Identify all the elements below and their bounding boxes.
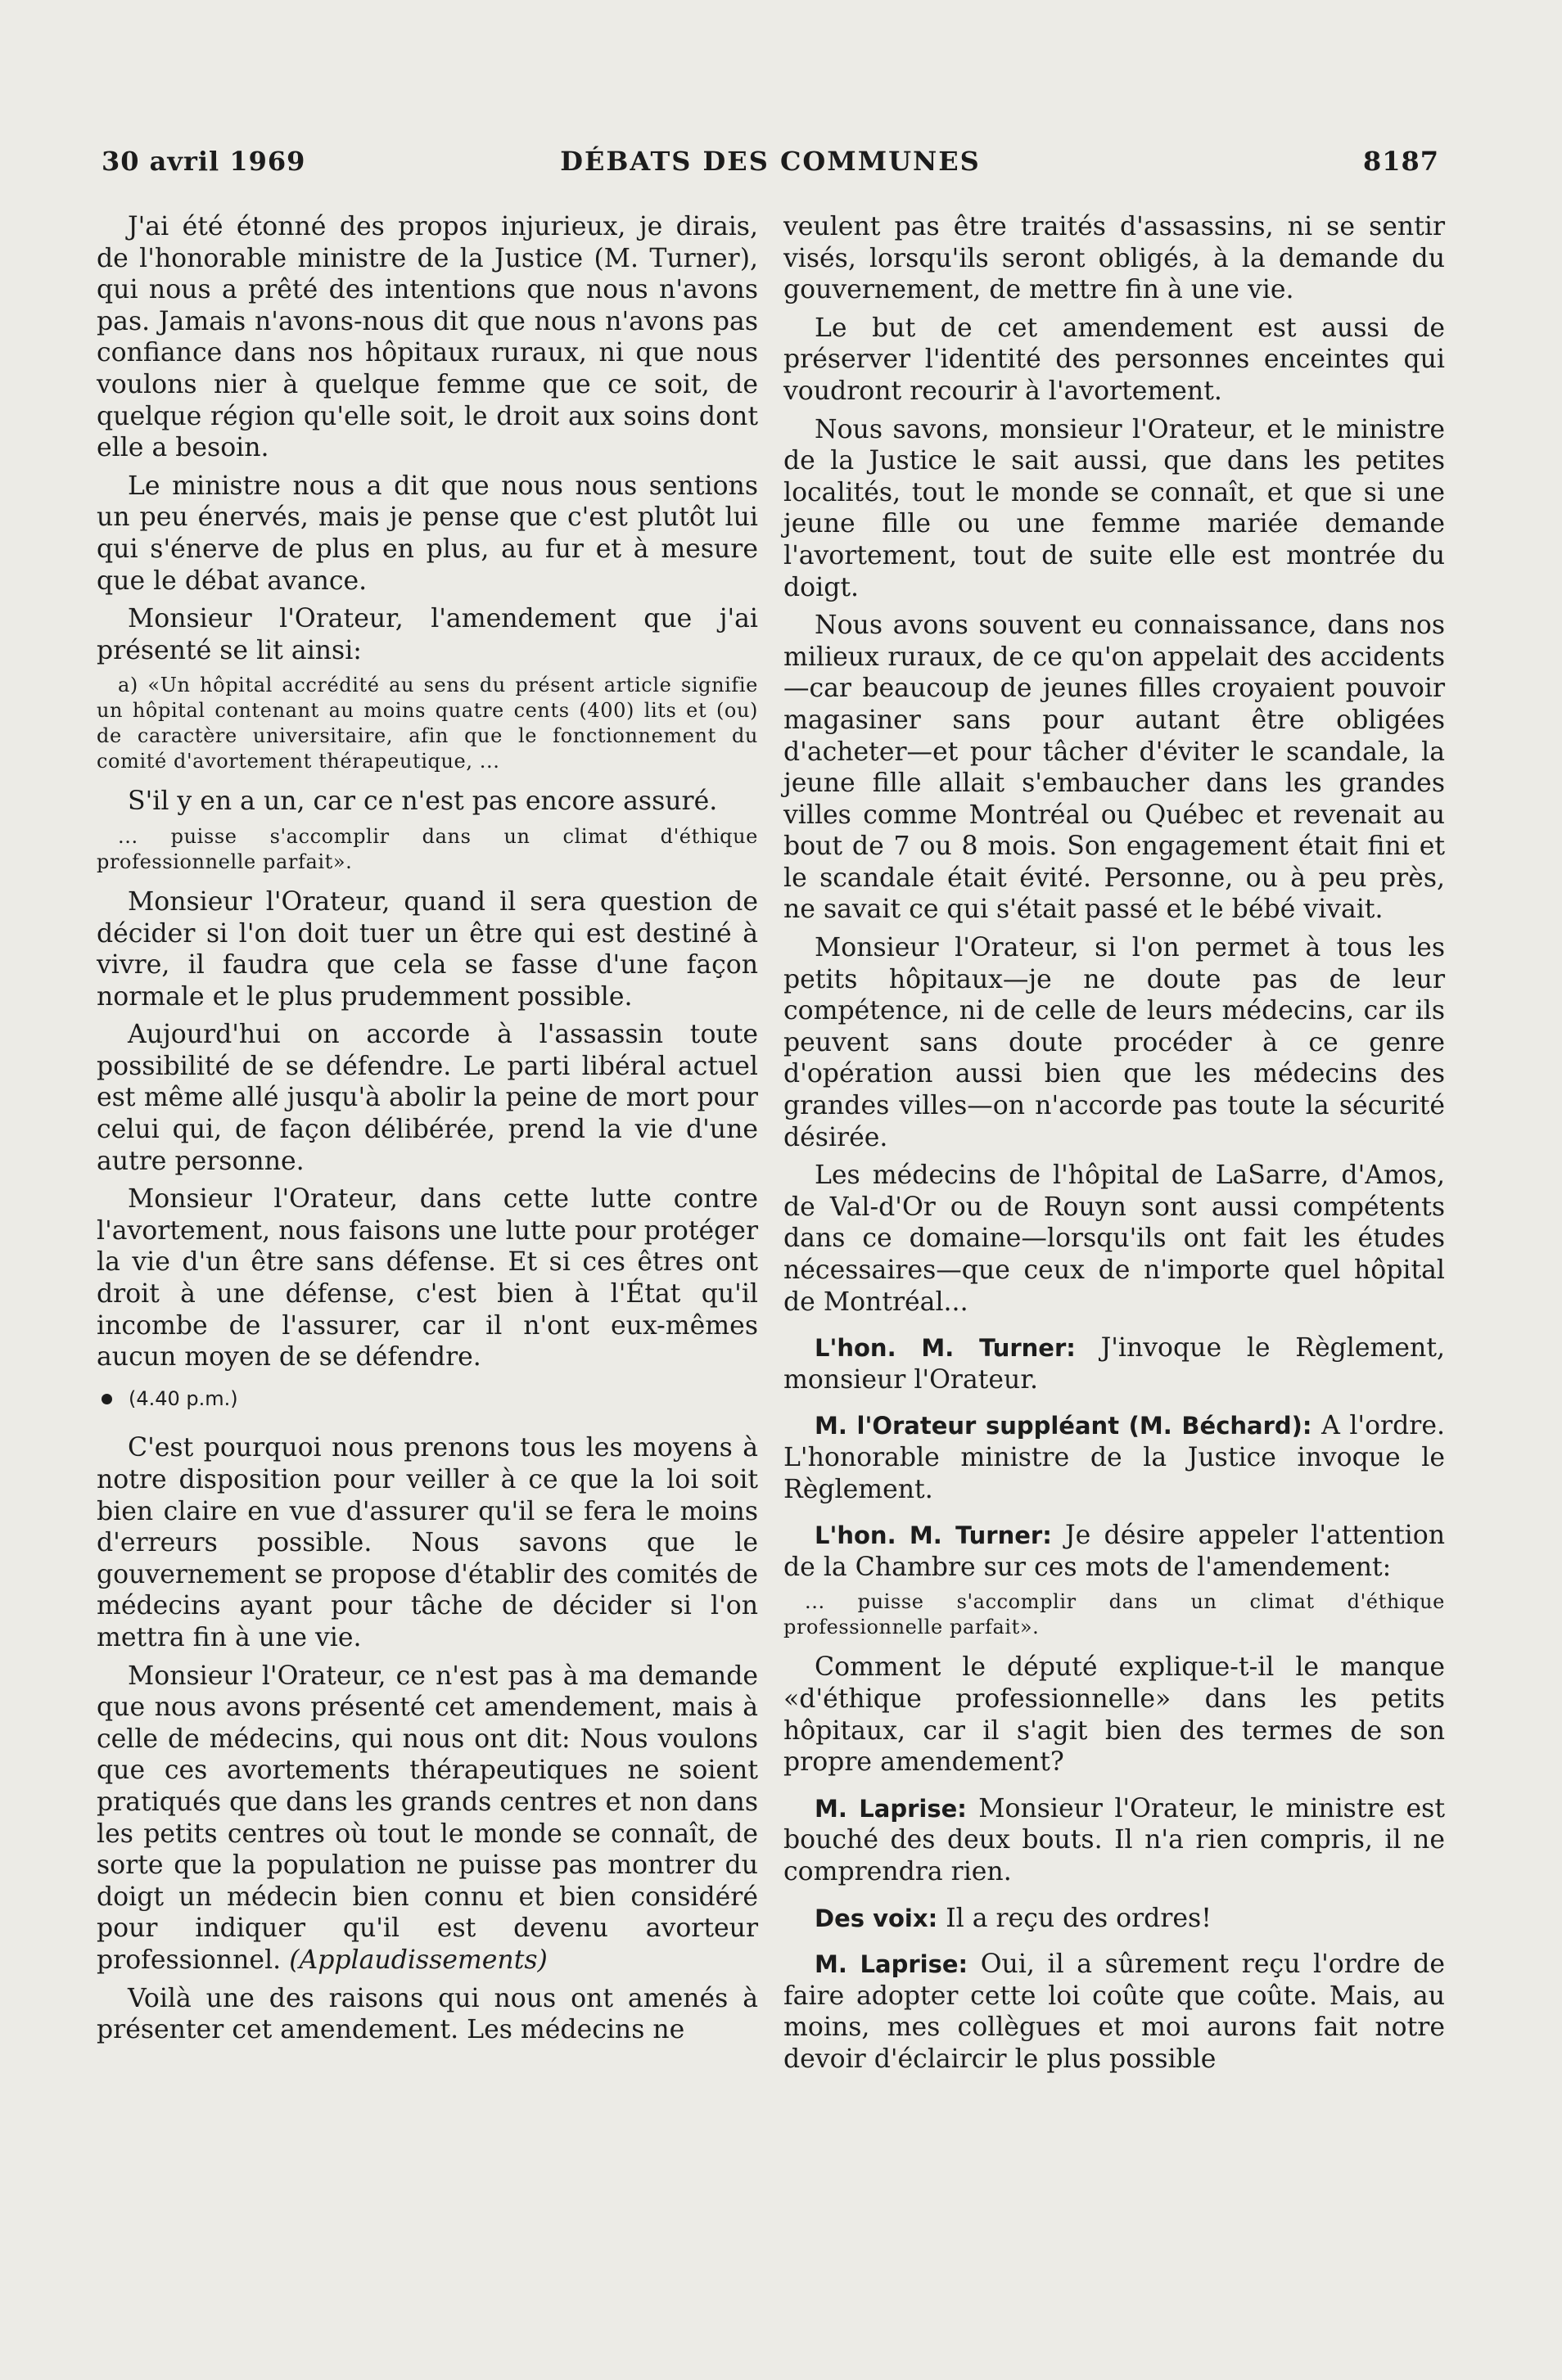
paragraph: Monsieur l'Orateur, si l'on permet à tous les petits hôpitaux—je ne doute pas de leur compétence, ni de celle de leurs médecins, car ils peuvent sans doute procéder à ce genre d'opération aussi bien que les médecins des grandes villes—on n'accorde pas toute la sécurité désirée. <box>783 933 1445 1152</box>
page-header <box>102 146 1439 187</box>
speaker-turn <box>783 1949 1445 2075</box>
speaker-text: J'invoque le Règlement, monsieur l'Orateur. <box>783 1333 1445 1395</box>
paragraph: Monsieur l'Orateur, dans cette lutte contre l'avortement, nous faisons une lutte pour protéger la vie d'un être sans défense. Et si ces êtres ont droit à une défense, c'est bien à l'État qu'il incombe de l'assurer, car il n'ont eux-mêmes aucun moyen de se défendre. <box>97 1184 758 1373</box>
paragraph: C'est pourquoi nous prenons tous les moyens à notre disposition pour veiller à ce que la loi soit bien claire en vue d'assurer qu'il se fera le moins d'erreurs possible. Nous savons que le gouvernement se propose d'établir des comités de médecins ayant pour tâche de décider si l'on mettra fin à une vie. <box>97 1433 758 1652</box>
speaker-text: Monsieur l'Orateur, le ministre est bouché des deux bouts. Il n'a rien compris, il ne comprendra rien. <box>783 1793 1445 1886</box>
header-date: 30 avril 1969 <box>102 146 306 177</box>
speaker-turn <box>783 1903 1445 1935</box>
bullet-icon <box>102 1394 112 1404</box>
paragraph: Nous avons souvent eu connaissance, dans nos milieux ruraux, de ce qu'on appelait des accidents—car beaucoup de jeunes filles croyaient pouvoir magasiner sans pour autant être obligées d'acheter—et pour tâcher d'éviter le scandale, la jeune fille allait s'embaucher dans les grandes villes comme Montréal ou Québec et revenait au bout de 7 ou 8 mois. Son engagement était fini et le scandale était évité. Personne, ou à peu près, ne savait ce qui s'était passé et le bébé vivait. <box>783 611 1445 925</box>
speaker-name: M. l'Orateur suppléant (M. Béchard): <box>815 1412 1312 1440</box>
applause-note: (Applaudissements) <box>289 1945 548 1975</box>
speaker-name: M. Laprise: <box>815 1794 967 1823</box>
speaker-text: Il a reçu des ordres! <box>946 1903 1212 1933</box>
speaker-turn <box>783 1332 1445 1395</box>
left-column <box>97 211 758 2053</box>
paragraph: J'ai été étonné des propos injurieux, je dirais, de l'honorable ministre de la Justice (M. Turner), qui nous a prêté des intentions que nous n'avons pas. Jamais n'avons-nous dit que nous n'avons pas confiance dans nos hôpitaux ruraux, ni que nous voulons nier à quelque femme que ce soit, de quelque région qu'elle soit, le droit aux soins dont elle a besoin. <box>97 212 758 463</box>
speaker-turn <box>783 1793 1445 1888</box>
speaker-text: Je désire appeler l'attention de la Chambre sur ces mots de l'amendement: <box>783 1521 1445 1582</box>
paragraph: S'il y en a un, car ce n'est pas encore assuré. <box>128 787 718 817</box>
paragraph: Monsieur l'Orateur, quand il sera question de décider si l'on doit tuer un être qui est destiné à vivre, il faudra que cela se fasse d'une façon normale et le plus prudemment possible. <box>97 886 758 1012</box>
header-title: DÉBATS DES COMMUNES <box>560 146 981 177</box>
paragraph-text: Monsieur l'Orateur, ce n'est pas à ma demande que nous avons présenté cet amendement, mais à celle de médecins, qui nous ont dit: Nous voulons que ces avortements thérapeutiques ne soient pratiqués que dans les grands centres et non dans les petits centres où tout le monde se connaît, de sorte que la population ne puisse pas montrer du doigt un médecin bien connu et bien considéré pour indiquer qu'il est devenu avorteur professionnel. <box>97 1661 758 1975</box>
speaker-name: L'hon. M. Turner: <box>815 1334 1076 1363</box>
paragraph: Nous savons, monsieur l'Orateur, et le ministre de la Justice le sait aussi, que dans les petites localités, tout le monde se connaît, et que si une jeune fille ou une femme mariée demande l'avortement, tout de suite elle est montrée du doigt. <box>783 414 1445 602</box>
page-number: 8187 <box>1362 146 1439 177</box>
speaker-turn <box>783 1520 1445 1583</box>
quoted-amendment: ... puisse s'accomplir dans un climat d'éthique professionnelle parfait». <box>783 1590 1445 1639</box>
paragraph: Comment le député explique-t-il le manque «d'éthique professionnelle» dans les petits hôpitaux, car il s'agit bien des termes de son propre amendement? <box>783 1652 1445 1778</box>
quoted-amendment: ... puisse s'accomplir dans un climat d'éthique professionnelle parfait». <box>97 824 758 873</box>
speaker-name: L'hon. M. Turner: <box>815 1521 1052 1550</box>
time-stamp: (4.40 p.m.) <box>129 1386 238 1410</box>
quoted-amendment: a) «Un hôpital accrédité au sens du présent article signifie un hôpital contenant au moins quatre cents (400) lits et (ou) de caractère universitaire, afin que le fonctionnement du comité d'avortement thérapeutique, ... <box>97 674 758 773</box>
paragraph: Monsieur l'Orateur, l'amendement que j'ai présenté se lit ainsi: <box>97 604 758 665</box>
speaker-text: A l'ordre. L'honorable ministre de la Justice invoque le Règlement. <box>783 1411 1445 1504</box>
paragraph: Voilà une des raisons qui nous ont amenés à présenter cet amendement. Les médecins ne <box>97 1983 758 2045</box>
paragraph: Aujourd'hui on accorde à l'assassin toute possibilité de se défendre. Le parti libéral actuel est même allé jusqu'à abolir la peine de mort pour celui qui, de façon délibérée, prend la vie d'une autre personne. <box>97 1020 758 1176</box>
paragraph: Le but de cet amendement est aussi de préserver l'identité des personnes enceintes qui voudront recourir à l'avortement. <box>783 313 1445 406</box>
speaker-turn <box>783 1410 1445 1505</box>
speaker-name: Des voix: <box>815 1904 938 1932</box>
speaker-name: M. Laprise: <box>815 1950 968 1979</box>
right-column <box>783 211 1445 2081</box>
paragraph: veulent pas être traités d'assassins, ni se sentir visés, lorsqu'ils seront obligés, à la demande du gouvernement, de mettre fin à une vie. <box>783 212 1445 305</box>
paragraph: Le ministre nous a dit que nous nous sentions un peu énervés, mais je pense que c'est plutôt lui qui s'énerve de plus en plus, au fur et à mesure que le débat avance. <box>97 471 758 596</box>
time-marker <box>97 1383 758 1415</box>
paragraph: Les médecins de l'hôpital de LaSarre, d'Amos, de Val-d'Or ou de Rouyn sont aussi compétents dans ce domaine—lorsqu'ils ont fait les études nécessaires—que ceux de n'importe quel hôpital de Montréal... <box>783 1161 1445 1317</box>
paragraph <box>97 1661 758 1977</box>
speaker-text: Oui, il a sûrement reçu l'ordre de faire adopter cette loi coûte que coûte. Mais, au moins, mes collègues et moi aurons fait notre devoir d'éclaircir le plus possible <box>783 1950 1445 2074</box>
